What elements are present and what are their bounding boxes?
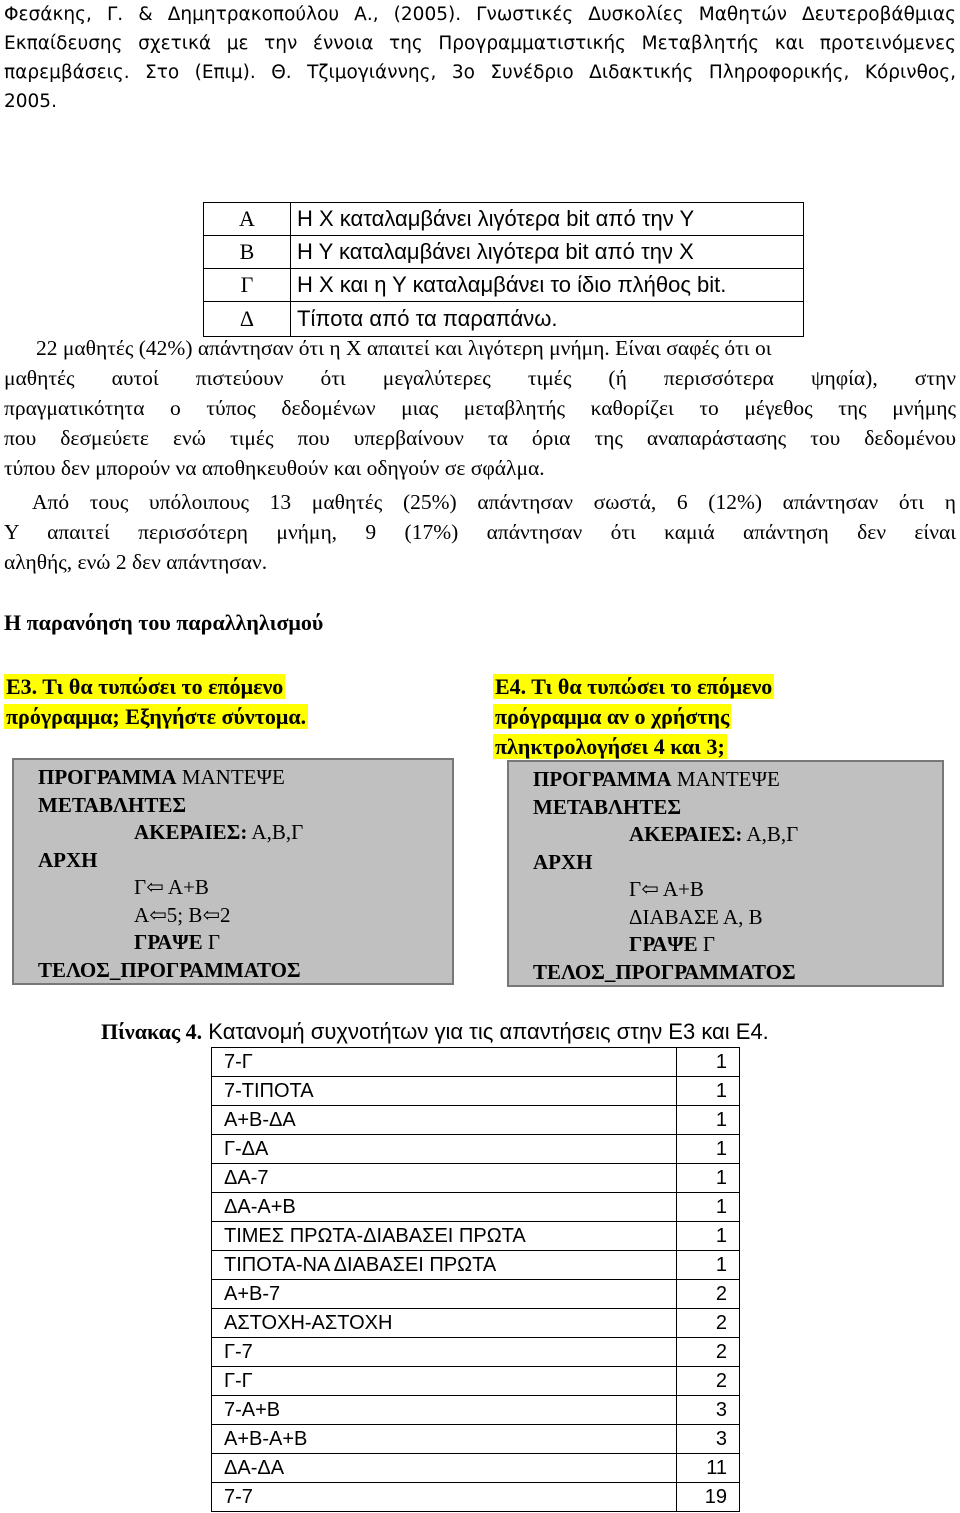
program-vars: Α,Β,Γ [247, 820, 304, 844]
paragraph-line: Από τους υπόλοιπους 13 μαθητές (25%) απάντησαν σωστά, 6 (12%) απάντησαν ότι η [32, 490, 956, 514]
answer-cell: Α+Β-7 [212, 1280, 677, 1309]
count-cell: 2 [677, 1367, 740, 1396]
paragraph-line: αληθής, ενώ 2 δεν απάντησαν. [4, 550, 268, 574]
count-cell: 1 [677, 1135, 740, 1164]
question-e3-line: πρόγραμμα; Εξηγήστε σύντομα. [6, 704, 307, 729]
answer-cell: 7-Α+Β [212, 1396, 677, 1425]
program-keyword: ΑΚΕΡΑΙΕΣ: [134, 820, 248, 844]
answer-cell: Γ-ΔΑ [212, 1135, 677, 1164]
answer-cell: ΤΙΠΟΤΑ-ΝΑ ΔΙΑΒΑΣΕΙ ΠΡΩΤΑ [212, 1251, 677, 1280]
program-arg: Γ [202, 930, 221, 954]
table-row [212, 1425, 740, 1454]
paragraph-line: πραγματικότητα ο τύπος δεδομένων μιας μεταβλητής καθορίζει το μέγεθος της μνήμης [4, 396, 956, 420]
program-vars: Α,Β,Γ [742, 822, 799, 846]
program-keyword: ΑΚΕΡΑΙΕΣ: [629, 822, 743, 846]
count-cell: 1 [677, 1106, 740, 1135]
count-cell: 3 [677, 1425, 740, 1454]
table-row [212, 1048, 740, 1077]
program-line: ΤΕΛΟΣ_ΠΡΟΓΡΑΜΜΑΤΟΣ [38, 957, 301, 982]
reference-citation [4, 0, 956, 116]
program-line: Α⇦5; Β⇦2 [134, 902, 231, 927]
paragraph-line: Υ απαιτεί περισσότερη μνήμη, 9 (17%) απάντησαν ότι καμιά απάντηση δεν είναι [4, 520, 956, 544]
table-caption-label: Πίνακας 4. [101, 1019, 203, 1044]
option-text: Η Χ και η Υ καταλαμβάνει το ίδιο πλήθος bit. [291, 269, 804, 302]
question-e4-line: πρόγραμμα αν ο χρήστης [495, 704, 730, 729]
option-letter: Γ [204, 269, 291, 302]
answer-cell: ΔΑ-ΔΑ [212, 1454, 677, 1483]
table-row [212, 1222, 740, 1251]
paragraph-line: τύπου δεν μπορούν να αποθηκευθούν και οδηγούν σε σφάλμα. [4, 456, 545, 480]
reference-line: 2005. [4, 91, 57, 112]
program-box-e4 [507, 760, 944, 987]
count-cell: 19 [677, 1483, 740, 1512]
count-cell: 1 [677, 1164, 740, 1193]
count-cell: 1 [677, 1251, 740, 1280]
answer-cell: ΔΑ-7 [212, 1164, 677, 1193]
count-cell: 1 [677, 1193, 740, 1222]
count-cell: 11 [677, 1454, 740, 1483]
program-name: ΜΑΝΤΕΨΕ [176, 765, 285, 789]
program-box-e3 [12, 758, 454, 985]
frequency-table [211, 1047, 740, 1512]
table-row [212, 1338, 740, 1367]
answer-cell: Γ-Γ [212, 1367, 677, 1396]
table-row [212, 1280, 740, 1309]
reference-line: Φεσάκης, Γ. & Δημητρακοπούλου Α., (2005). Γνωστικές Δυσκολίες Μαθητών Δευτεροβάθμιας [4, 4, 956, 25]
table-row [212, 1193, 740, 1222]
table-row [212, 1454, 740, 1483]
count-cell: 1 [677, 1048, 740, 1077]
question-e4 [493, 672, 774, 762]
program-line: Γ⇦ Α+Β [629, 877, 704, 901]
program-keyword: ΠΡΟΓΡΑΜΜΑ [533, 767, 672, 791]
answer-cell: Γ-7 [212, 1338, 677, 1367]
table-row [204, 203, 804, 236]
table-row [204, 236, 804, 269]
program-line: Γ⇦ Α+Β [134, 875, 209, 899]
program-keyword: ΓΡΑΨΕ [629, 932, 698, 956]
option-letter: Β [204, 236, 291, 269]
answer-cell: ΤΙΜΕΣ ΠΡΩΤΑ-ΔΙΑΒΑΣΕΙ ΠΡΩΤΑ [212, 1222, 677, 1251]
program-line: ΤΕΛΟΣ_ΠΡΟΓΡΑΜΜΑΤΟΣ [533, 959, 796, 984]
answer-cell: 7-7 [212, 1483, 677, 1512]
results-paragraph-1 [4, 333, 956, 483]
option-text: Η Υ καταλαμβάνει λιγότερα bit από την Χ [291, 236, 804, 269]
option-letter: Α [204, 203, 291, 236]
reference-line: παρεμβάσεις. Στο (Επιμ). Θ. Τζιμογιάννης, 3ο Συνέδριο Διδακτικής Πληροφορικής, Κόρινθος, [4, 62, 956, 83]
program-line: ΜΕΤΑΒΛΗΤΕΣ [38, 792, 187, 817]
program-line: ΜΕΤΑΒΛΗΤΕΣ [533, 794, 682, 819]
table-row [212, 1251, 740, 1280]
answer-cell: Α+Β-ΔΑ [212, 1106, 677, 1135]
paragraph-line: που δεσμεύετε ενώ τιμές που υπερβαίνουν τα όρια της αναπαράστασης του δεδομένου [4, 426, 956, 450]
table-row [212, 1106, 740, 1135]
table-caption [101, 1019, 769, 1045]
answer-cell: ΑΣΤΟΧΗ-ΑΣΤΟΧΗ [212, 1309, 677, 1338]
option-text: Τίποτα από τα παραπάνω. [291, 302, 804, 337]
table-row [212, 1135, 740, 1164]
count-cell: 1 [677, 1222, 740, 1251]
question-e4-line: πληκτρολογήσει 4 και 3; [495, 734, 725, 759]
question-e4-line: Ε4. Τι θα τυπώσει το επόμενο [495, 674, 773, 699]
answer-cell: ΔΑ-Α+Β [212, 1193, 677, 1222]
program-arg: Γ [697, 932, 716, 956]
program-line: ΔΙΑΒΑΣΕ Α, Β [629, 904, 763, 929]
table-row [212, 1483, 740, 1512]
program-line: ΑΡΧΗ [38, 847, 98, 872]
program-keyword: ΠΡΟΓΡΑΜΜΑ [38, 765, 177, 789]
paragraph-line: 22 μαθητές (42%) απάντησαν ότι η Χ απαιτεί και λιγότερη μνήμη. Είναι σαφές ότι οι [36, 336, 772, 360]
answer-cell: 7-ΤΙΠΟΤΑ [212, 1077, 677, 1106]
table-row [212, 1396, 740, 1425]
table-row [212, 1367, 740, 1396]
count-cell: 2 [677, 1280, 740, 1309]
question-e3-line: Ε3. Τι θα τυπώσει το επόμενο [6, 674, 284, 699]
table-caption-text: Κατανομή συχνοτήτων για τις απαντήσεις στην Ε3 και Ε4. [202, 1019, 769, 1044]
program-line: ΑΡΧΗ [533, 849, 593, 874]
question-e3 [4, 672, 308, 732]
table-row [204, 269, 804, 302]
table-row [212, 1164, 740, 1193]
paragraph-line: μαθητές αυτοί πιστεύουν ότι μεγαλύτερες τιμές (ή περισσότερα ψηφία), στην [4, 366, 956, 390]
answer-cell: 7-Γ [212, 1048, 677, 1077]
count-cell: 1 [677, 1077, 740, 1106]
table-row [212, 1077, 740, 1106]
section-heading: Η παρανόηση του παραλληλισμού [4, 610, 324, 635]
results-paragraph-2 [4, 487, 956, 577]
table-row [212, 1309, 740, 1338]
option-text: Η Χ καταλαμβάνει λιγότερα bit από την Υ [291, 203, 804, 236]
count-cell: 3 [677, 1396, 740, 1425]
program-name: ΜΑΝΤΕΨΕ [671, 767, 780, 791]
option-letter: Δ [204, 302, 291, 337]
count-cell: 2 [677, 1338, 740, 1367]
answer-cell: Α+Β-Α+Β [212, 1425, 677, 1454]
reference-line: Εκπαίδευσης σχετικά με την έννοια της Προγραμματιστικής Μεταβλητής και προτεινόμενες [4, 33, 956, 54]
program-keyword: ΓΡΑΨΕ [134, 930, 203, 954]
answer-options-table [203, 202, 804, 337]
table-row [204, 302, 804, 337]
count-cell: 2 [677, 1309, 740, 1338]
